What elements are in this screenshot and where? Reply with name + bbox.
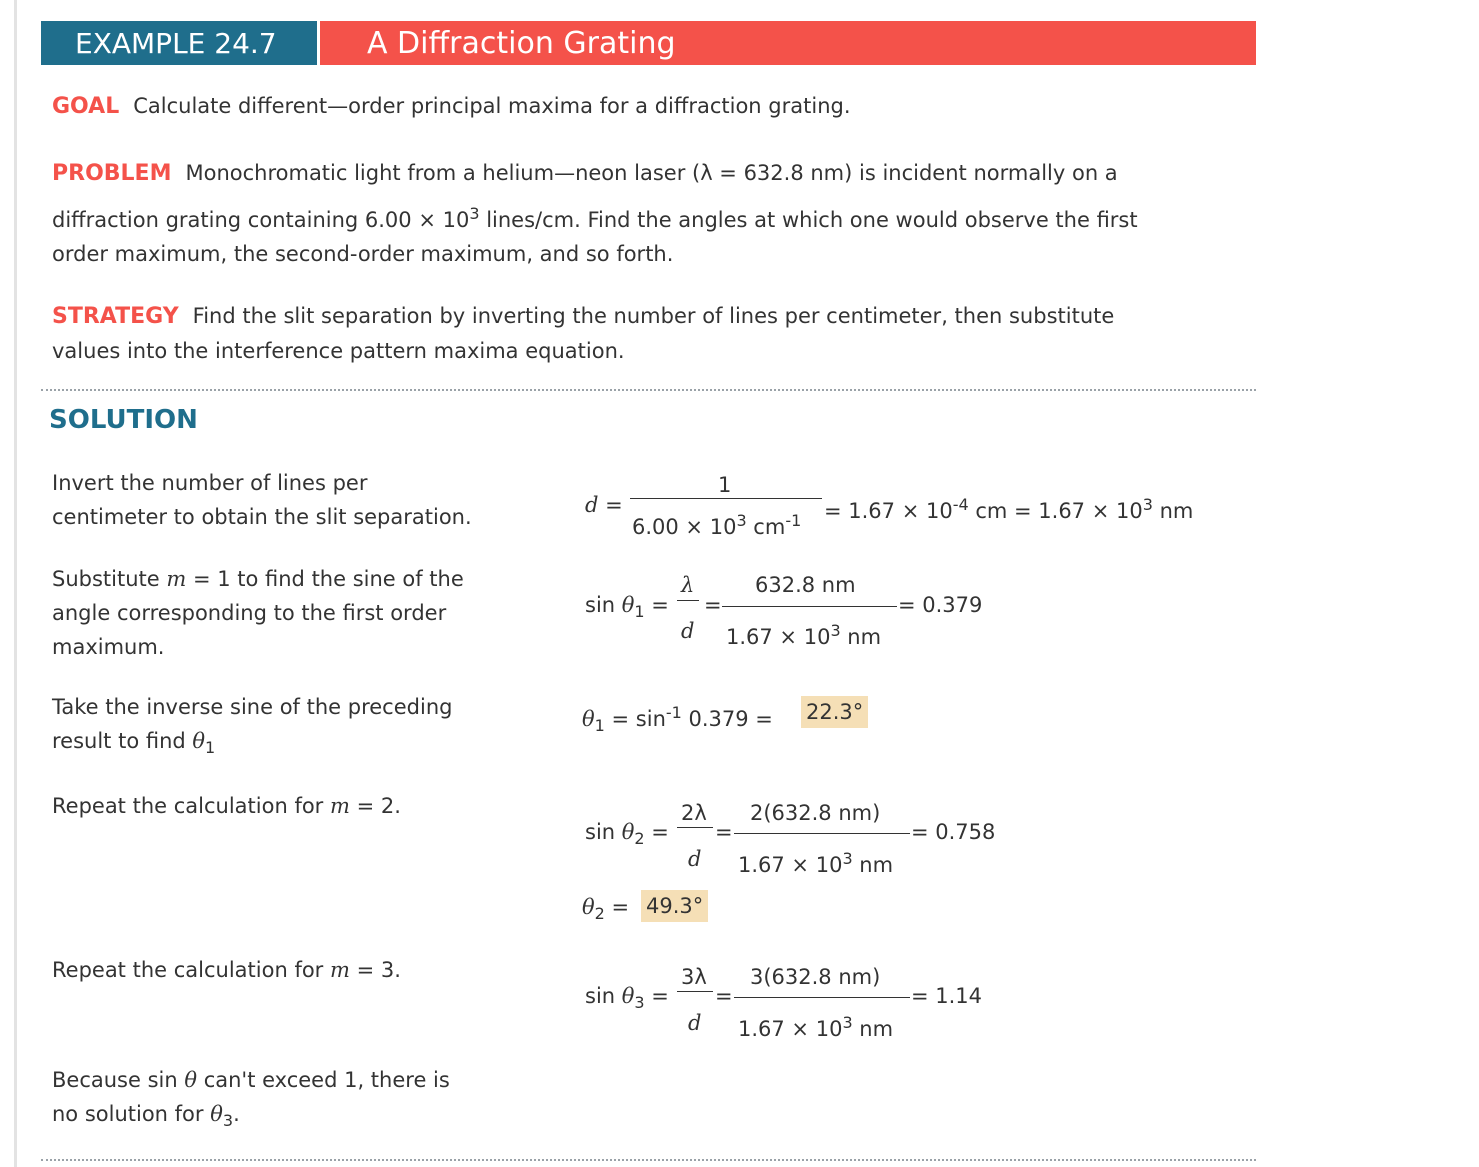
example-number: EXAMPLE 24.7 (41, 21, 317, 65)
step-1-line-1: Invert the number of lines per (52, 471, 368, 495)
problem-text-3: lines/cm. Find the angles at which one would observe the first (479, 208, 1138, 232)
step-5-text-1: Repeat the calculation for (52, 958, 330, 982)
den-unit: nm (852, 853, 894, 877)
eq2-fraction-bar-1 (677, 600, 699, 601)
example-title: A Diffraction Grating (320, 21, 1256, 65)
strategy-label: STRATEGY (52, 304, 179, 329)
equals-sign: = (715, 984, 733, 1008)
answer-theta-1: 22.3° (801, 696, 868, 728)
eq2-lambda-num: λ (681, 573, 695, 597)
den-exp: 3 (842, 1013, 853, 1032)
step-5-text (52, 953, 512, 987)
den-unit: nm (852, 1017, 894, 1041)
eq1-den-unit: cm (746, 515, 786, 539)
eq2-fraction-bar-2 (722, 606, 897, 607)
problem-section (52, 156, 1232, 271)
equals-sign: = (651, 820, 669, 844)
eq6-d-den: d (688, 1011, 702, 1035)
eq1-result (824, 492, 1193, 524)
goal-section (52, 89, 1232, 124)
step-2-text-2: = 1 to find the sine of the (186, 567, 464, 591)
eq4-fraction-bar-1 (677, 827, 713, 828)
eq1-den-base: 6.00 × 10 (632, 515, 737, 539)
theta-subscript: 1 (594, 716, 605, 736)
theta-variable: θ (210, 1102, 223, 1126)
theta-variable: θ (184, 1068, 198, 1092)
eq4-lhs (585, 819, 669, 852)
eq6-fraction-bar-1 (677, 991, 713, 992)
step-1-text (52, 466, 512, 534)
eq6-denominator (738, 1010, 893, 1042)
eq1-lhs (585, 492, 623, 518)
eq4-2lambda-num: 2λ (681, 801, 707, 825)
equals-sign: = (651, 593, 669, 617)
strategy-line-2: values into the interference pattern maxima equation. (52, 339, 625, 363)
step-3-text (52, 690, 512, 765)
den-exp: 3 (842, 849, 853, 868)
problem-line-2 (52, 197, 1232, 237)
eq4-fraction-bar-2 (734, 833, 910, 834)
strategy-section (52, 299, 1232, 368)
example-header (41, 21, 1256, 65)
inverse-arg: 0.379 = (681, 707, 773, 731)
eq6-3lambda-num: 3λ (681, 965, 707, 989)
theta-subscript: 3 (634, 993, 645, 1013)
sin-text: sin (585, 593, 622, 617)
eq3-lhs (582, 700, 773, 739)
problem-label: PROBLEM (52, 161, 172, 186)
theta-subscript: 3 (222, 1111, 234, 1131)
theta-variable: θ (582, 707, 595, 731)
answer-theta-2: 49.3° (641, 890, 708, 922)
step-4-text (52, 789, 512, 823)
theta-variable: θ (621, 820, 635, 844)
problem-text-1: Monochromatic light from a helium—neon laser (λ = 632.8 nm) is incident normally on a (185, 161, 1118, 185)
step-4-text-1: Repeat the calculation for (52, 794, 330, 818)
eq4-result: = 0.758 (911, 820, 996, 844)
step-6-text (52, 1063, 512, 1138)
step-2-line-3: maximum. (52, 635, 165, 659)
equals-sign: = (605, 493, 623, 517)
step-6-text-4: . (233, 1102, 240, 1126)
eq4-denominator (738, 846, 893, 878)
goal-text: Calculate different—order principal maxima for a diffraction grating. (133, 94, 851, 118)
d-variable: d (585, 493, 599, 517)
eq6-numerator: 3(632.8 nm) (750, 965, 881, 989)
problem-text-2: diffraction grating containing 6.00 × 10 (52, 208, 470, 232)
eq5-lhs (582, 894, 629, 927)
theta-subscript: 2 (634, 829, 645, 849)
den-base: 1.67 × 10 (738, 1017, 843, 1041)
den-exp: 3 (830, 621, 841, 640)
theta-variable: θ (192, 729, 206, 753)
m-variable: m (166, 567, 187, 591)
eq1-denominator (632, 508, 801, 540)
eq1-den-exp: 3 (736, 511, 747, 530)
eq1-den-unit-exp: -1 (785, 511, 802, 530)
inverse-exp: -1 (665, 703, 682, 722)
step-6-text-2: can't exceed 1, there is (197, 1068, 450, 1092)
problem-line-3: order maximum, the second-order maximum, and so forth. (52, 242, 674, 266)
problem-exponent: 3 (469, 204, 480, 223)
eq2-denominator (726, 618, 881, 650)
step-6-text-3: no solution for (52, 1102, 211, 1126)
theta-subscript: 1 (205, 738, 216, 758)
step-6-line-2 (52, 1097, 512, 1138)
problem-line-1 (52, 156, 1232, 191)
step-2-line-1 (52, 562, 512, 596)
theta-subscript: 1 (634, 602, 645, 622)
step-4-text-2: = 2. (349, 794, 401, 818)
eq6-result: = 1.14 (911, 984, 983, 1008)
equals-sign: = (611, 895, 630, 919)
theta-variable: θ (582, 895, 595, 919)
step-6-line-1 (52, 1063, 512, 1097)
equals-sign: = (651, 984, 669, 1008)
goal-label: GOAL (52, 94, 120, 119)
step-2-line-2: angle corresponding to the first order (52, 601, 447, 625)
m-variable: m (330, 958, 350, 982)
den-base: 1.67 × 10 (738, 853, 843, 877)
eq6-lhs (585, 983, 669, 1016)
eq1-result-1: = 1.67 × 10 (824, 499, 953, 523)
theta-subscript: 2 (594, 904, 605, 924)
eq1-result-2: cm = 1.67 × 10 (968, 499, 1143, 523)
step-3-line-1: Take the inverse sine of the preceding (52, 695, 453, 719)
solution-heading: SOLUTION (49, 405, 198, 435)
step-2-text-1: Substitute (52, 567, 167, 591)
den-base: 1.67 × 10 (726, 625, 831, 649)
section-divider (41, 389, 1256, 391)
eq6-fraction-bar-2 (734, 997, 910, 998)
eq2-result: = 0.379 (898, 593, 983, 617)
den-unit: nm (840, 625, 882, 649)
sin-text: sin (585, 984, 622, 1008)
m-variable: m (330, 794, 350, 818)
strategy-line-1 (52, 299, 1232, 334)
eq4-d-den: d (688, 847, 702, 871)
step-2-text (52, 562, 512, 664)
eq2-lhs (585, 592, 669, 625)
sin-text: sin (585, 820, 622, 844)
left-margin-rule (14, 0, 17, 1167)
step-6-text-1: Because sin (52, 1068, 185, 1092)
theta-variable: θ (621, 593, 635, 617)
equals-sign: = (715, 820, 733, 844)
step-5-text-2: = 3. (349, 958, 401, 982)
inverse-sin-text: = sin (604, 707, 666, 731)
strategy-text-1: Find the slit separation by inverting the number of lines per centimeter, then substitute (192, 304, 1115, 328)
step-1-line-2: centimeter to obtain the slit separation. (52, 505, 472, 529)
equals-sign: = (704, 593, 722, 617)
eq2-numerator: 632.8 nm (755, 573, 856, 597)
eq1-result-exp-2: 3 (1142, 495, 1153, 514)
step-3-text-2: result to find (52, 729, 193, 753)
theta-variable: θ (621, 984, 635, 1008)
eq1-result-exp-1: -4 (952, 495, 969, 514)
eq2-d-den: d (681, 619, 695, 643)
eq1-fraction-bar (630, 498, 822, 499)
eq1-numerator: 1 (718, 473, 732, 497)
bottom-divider (41, 1159, 1256, 1161)
step-3-line-2 (52, 724, 512, 765)
eq1-result-3: nm (1152, 499, 1194, 523)
eq4-numerator: 2(632.8 nm) (750, 801, 881, 825)
